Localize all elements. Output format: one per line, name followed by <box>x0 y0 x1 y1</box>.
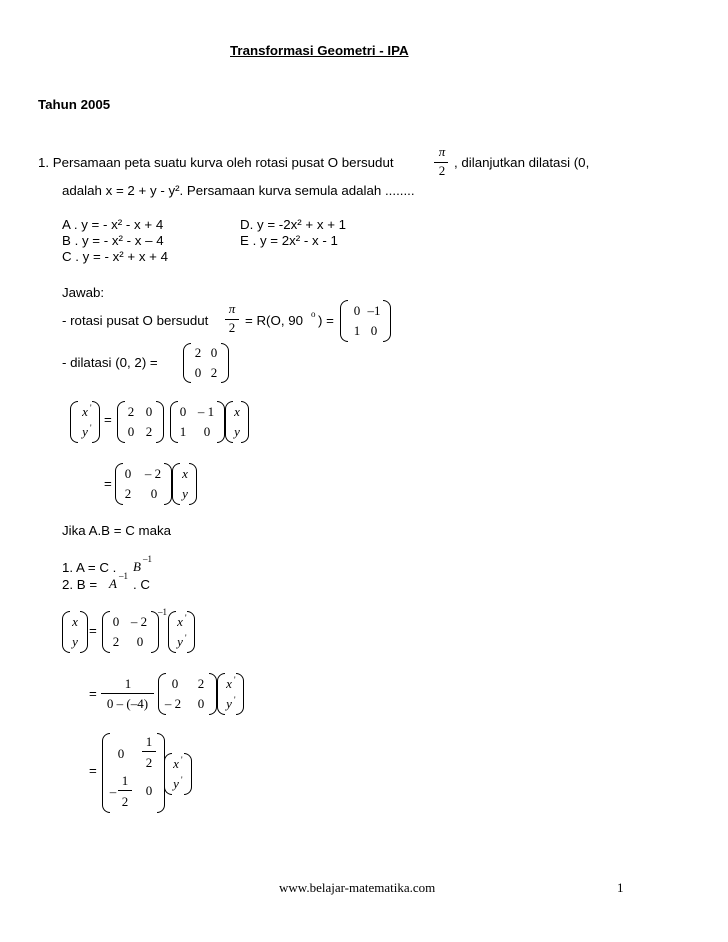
vector-cell: x <box>177 614 183 629</box>
matrix-cell-num: 1 <box>145 734 153 749</box>
matrix-cell: 0 <box>353 303 361 318</box>
matrix-cell: 0 <box>197 696 205 711</box>
matrix-cell: – 2 <box>164 696 182 711</box>
matrix-cell: – 1 <box>197 404 215 419</box>
matrix-cell: 0 <box>112 614 120 629</box>
rule-1: 1. A = C . <box>62 560 117 575</box>
fraction-denominator: 0 – (–4) <box>106 696 149 711</box>
rule-intro: Jika A.B = C maka <box>62 523 172 538</box>
equals-sign: = <box>89 686 97 701</box>
matrix-paren-right <box>151 611 159 653</box>
matrix-cell: 0 <box>117 746 125 761</box>
vector-paren-right <box>187 611 195 653</box>
matrix-cell: 2 <box>145 424 153 439</box>
matrix-cell: 2 <box>194 345 202 360</box>
vector-cell: y <box>72 634 78 649</box>
matrix-cell: 1 <box>179 424 187 439</box>
vector-cell: x <box>173 756 179 771</box>
fraction-bar <box>101 693 154 694</box>
matrix-paren-right <box>221 343 229 383</box>
matrix-cell: 0 <box>124 466 132 481</box>
answer-label: Jawab: <box>62 285 105 300</box>
fraction-bar <box>142 751 156 752</box>
rule-2-matrix: A <box>109 576 117 591</box>
option-c: C . y = - x² + x + 4 <box>62 249 169 264</box>
rotation-angle-den: 2 <box>228 320 236 335</box>
vector-cell: x <box>226 676 232 691</box>
minus-sign: – <box>109 784 117 799</box>
vector-paren-left <box>70 401 78 443</box>
prime-sup: ' <box>185 633 187 643</box>
inverse-sup: –1 <box>158 607 167 617</box>
matrix-cell: 0 <box>145 783 153 798</box>
question-text-line1: 1. Persamaan peta suatu kurva oleh rotasi pusat O bersudut <box>38 155 394 170</box>
matrix-paren-left <box>102 733 110 813</box>
rotation-label: - rotasi pusat O bersudut <box>62 313 209 328</box>
page-number: 1 <box>617 880 624 895</box>
angle-denominator: 2 <box>438 163 446 178</box>
matrix-cell: 0 <box>136 634 144 649</box>
vector-cell: x <box>72 614 78 629</box>
rule-2-end: . C <box>133 577 150 592</box>
matrix-cell: 2 <box>112 634 120 649</box>
vector-cell: y <box>82 424 88 439</box>
matrix-paren-right <box>209 673 217 715</box>
matrix-cell: 0 <box>150 486 158 501</box>
matrix-cell: 2 <box>127 404 135 419</box>
degree-sup: o <box>311 309 316 319</box>
inverse-sup: –1 <box>119 571 128 581</box>
vector-paren-right <box>80 611 88 653</box>
matrix-cell: 0 <box>171 676 179 691</box>
matrix-cell-den: 2 <box>121 794 129 809</box>
prime-sup: ' <box>234 675 236 685</box>
fraction-bar <box>118 790 132 791</box>
vector-cell: y <box>234 424 240 439</box>
equals-sign: = <box>104 412 112 427</box>
matrix-cell: 0 <box>210 345 218 360</box>
vector-cell: y <box>177 634 183 649</box>
vector-paren-right <box>236 673 244 715</box>
vector-paren-right <box>189 463 197 505</box>
vector-cell: y <box>173 776 179 791</box>
option-e: E . y = 2x² - x - 1 <box>240 233 338 248</box>
matrix-paren-right <box>164 463 172 505</box>
prime-sup: ' <box>181 775 183 785</box>
matrix-cell: 0 <box>179 404 187 419</box>
option-b: B . y = - x² - x – 4 <box>62 233 164 248</box>
matrix-cell: 1 <box>353 323 361 338</box>
rotation-angle-num: π <box>228 301 236 316</box>
matrix-cell: 2 <box>124 486 132 501</box>
matrix-paren-left <box>340 300 348 342</box>
footer-site: www.belajar-matematika.com <box>279 880 436 895</box>
matrix-cell: 0 <box>370 323 378 338</box>
question-text-line1b: , dilanjutkan dilatasi (0, <box>454 155 590 170</box>
equals-sign: = <box>89 623 97 638</box>
rule-2: 2. B = <box>62 577 98 592</box>
matrix-cell: 2 <box>197 676 205 691</box>
matrix-paren-left <box>183 343 191 383</box>
matrix-cell-den: 2 <box>145 755 153 770</box>
option-d: D. y = -2x² + x + 1 <box>240 217 347 232</box>
rotation-eq-close: ) = <box>318 313 334 328</box>
inverse-sup: –1 <box>143 554 152 564</box>
vector-cell: y <box>226 696 232 711</box>
vector-cell: x <box>82 404 88 419</box>
dilation-label: - dilatasi (0, 2) = <box>62 355 158 370</box>
matrix-cell: – 2 <box>130 614 148 629</box>
matrix-cell: 0 <box>127 424 135 439</box>
year-heading: Tahun 2005 <box>38 97 111 112</box>
angle-numerator: π <box>438 144 446 159</box>
prime-sup: ' <box>90 403 92 413</box>
rotation-eq: = R(O, 90 <box>245 313 304 328</box>
equals-sign: = <box>89 763 97 778</box>
matrix-paren-right <box>217 401 225 443</box>
matrix-paren-right <box>156 401 164 443</box>
vector-paren-right <box>241 401 249 443</box>
equals-sign: = <box>104 476 112 491</box>
matrix-cell: 0 <box>145 404 153 419</box>
vector-cell: x <box>182 466 188 481</box>
question-text-line2: adalah x = 2 + y - y². Persamaan kurva semula adalah ........ <box>62 183 415 198</box>
vector-paren-right <box>92 401 100 443</box>
prime-sup: ' <box>234 695 236 705</box>
matrix-cell: 2 <box>210 365 218 380</box>
matrix-cell-num: 1 <box>121 773 129 788</box>
vector-paren-right <box>184 753 192 795</box>
page-title: Transformasi Geometri - IPA <box>230 43 409 58</box>
prime-sup: ' <box>181 755 183 765</box>
fraction-numerator: 1 <box>124 676 132 691</box>
matrix-cell: 0 <box>203 424 211 439</box>
matrix-cell: –1 <box>367 303 381 318</box>
matrix-cell: – 2 <box>144 466 162 481</box>
matrix-paren-right <box>383 300 391 342</box>
rule-1-matrix: B <box>133 559 141 574</box>
prime-sup: ' <box>90 423 92 433</box>
prime-sup: ' <box>185 613 187 623</box>
option-a: A . y = - x² - x + 4 <box>62 217 164 232</box>
vector-cell: x <box>234 404 240 419</box>
vector-cell: y <box>182 486 188 501</box>
matrix-cell: 0 <box>194 365 202 380</box>
